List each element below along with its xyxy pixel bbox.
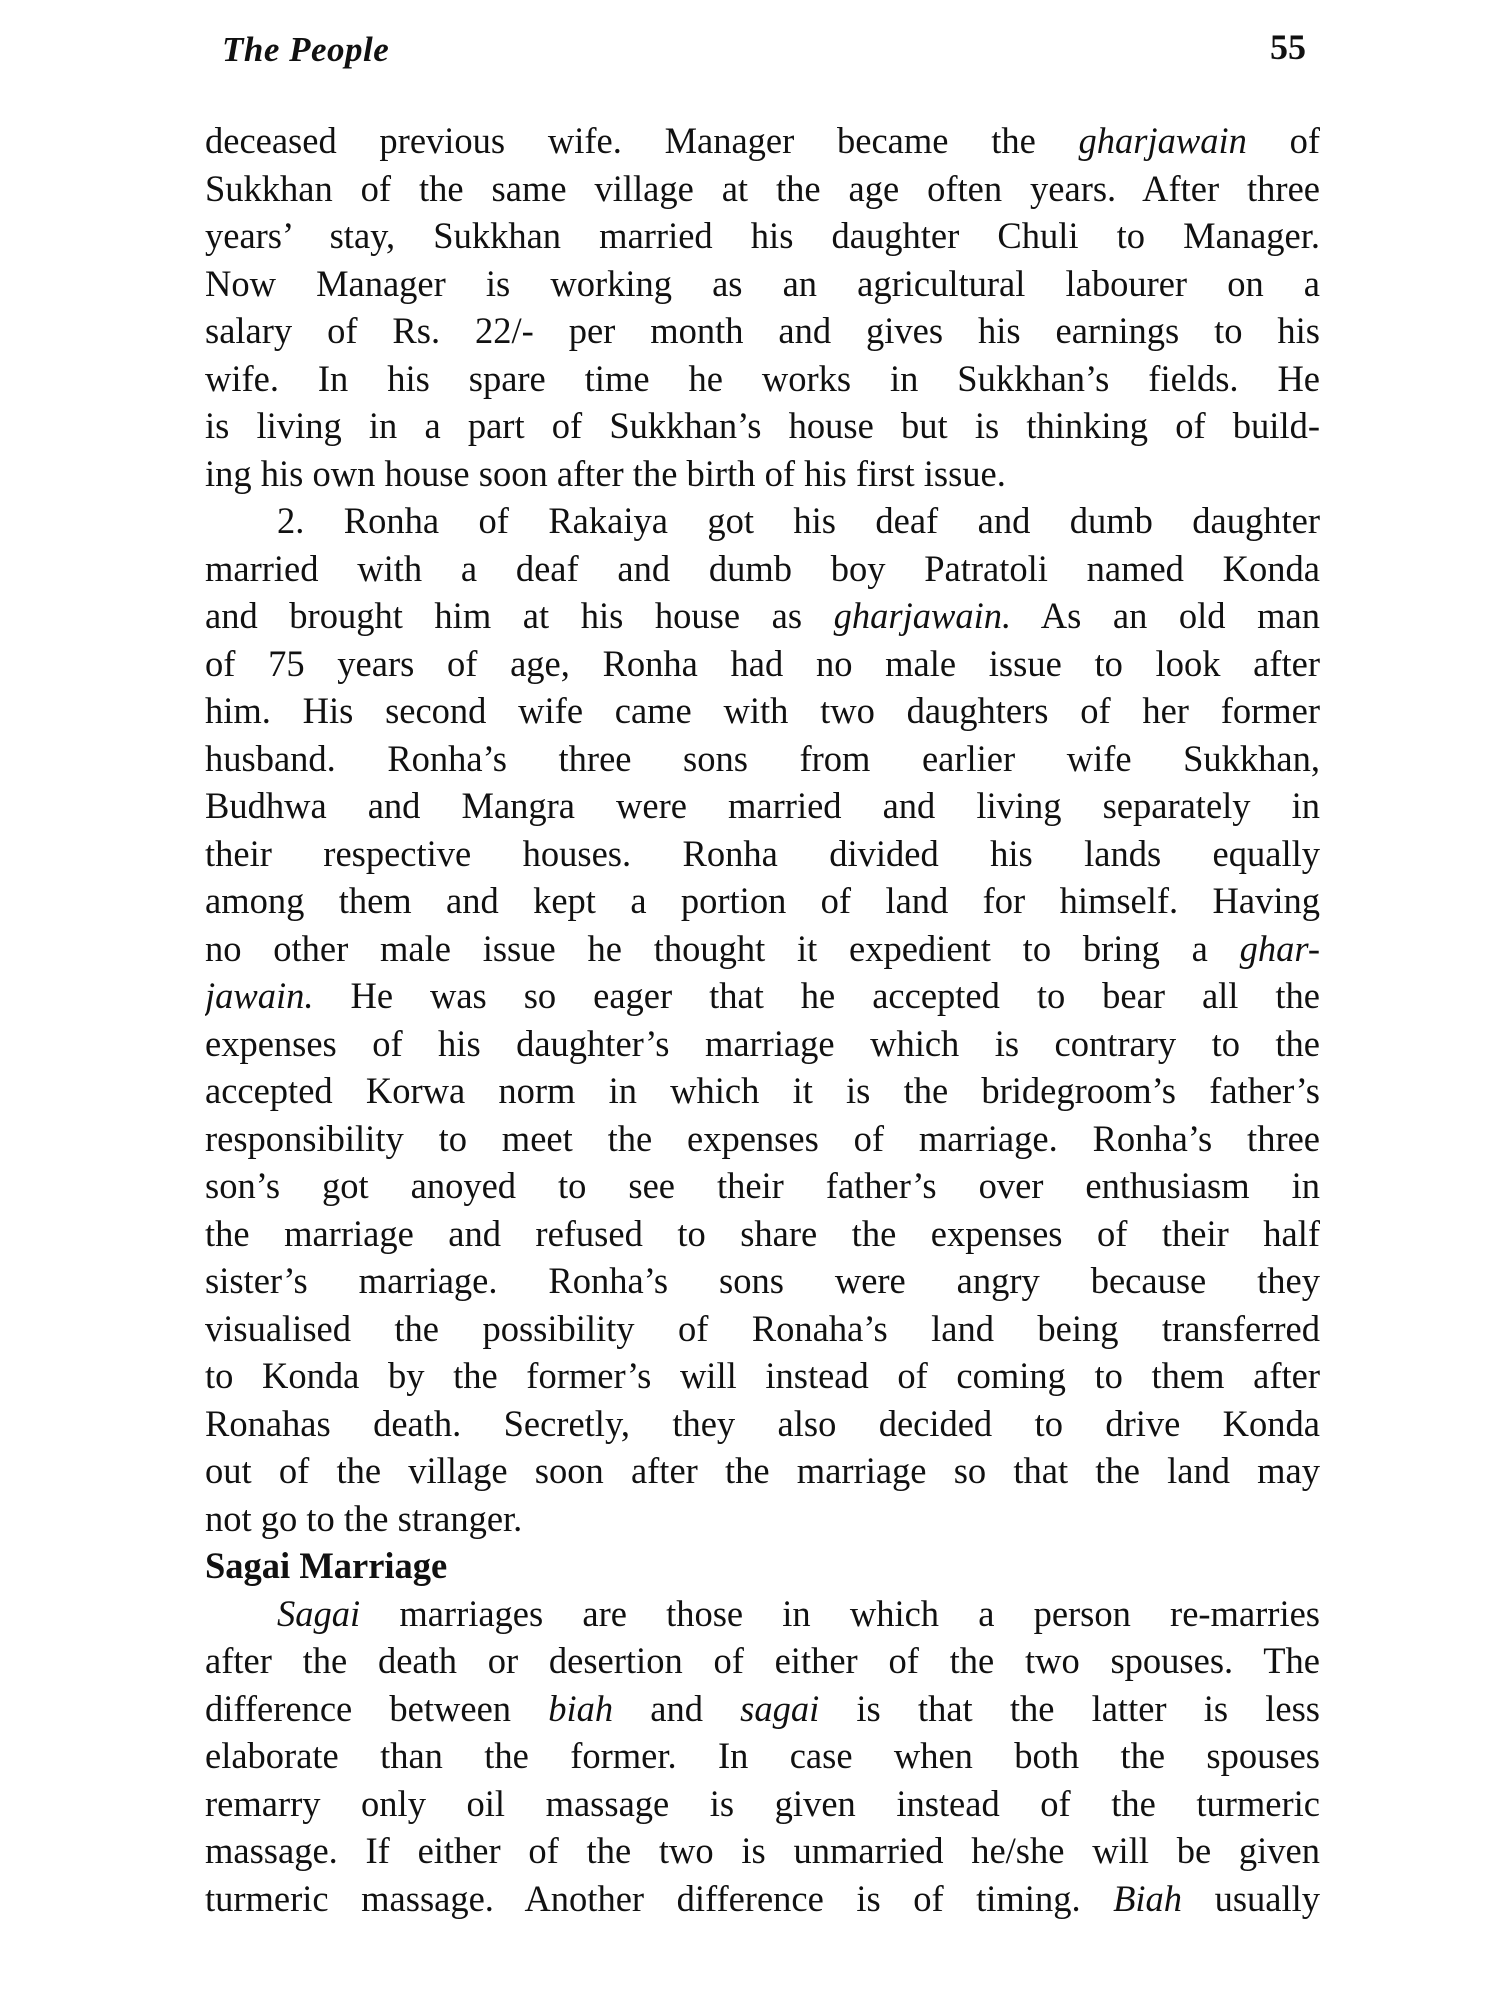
- text-line: son’s got anoyed to see their father’s over enthusiasm in: [205, 1165, 1320, 1206]
- italic-term: Sagai: [277, 1592, 361, 1634]
- paragraph: [205, 117, 1320, 497]
- text-line: visualised the possibility of Ronaha’s land being transferred: [205, 1307, 1320, 1349]
- text-line: jawain. He was so eager that he accepted to bear all the: [205, 975, 1320, 1016]
- text-line: to Konda by the former’s will instead of coming to them after: [205, 1355, 1320, 1396]
- text-line: Budhwa and Mangra were married and living separately in: [205, 785, 1320, 826]
- text-line: of 75 years of age, Ronha had no male issue to look after: [205, 642, 1320, 684]
- text-line: their respective houses. Ronha divided his lands equally: [205, 832, 1320, 874]
- text-line: expenses of his daughter’s marriage which is contrary to the: [205, 1022, 1320, 1064]
- italic-term: biah: [548, 1687, 614, 1729]
- paragraph: [205, 1590, 1320, 1923]
- text-line: elaborate than the former. In case when both the spouses: [205, 1735, 1320, 1776]
- italic-term: Biah: [1113, 1877, 1183, 1919]
- text-line: among them and kept a portion of land for himself. Having: [205, 880, 1320, 921]
- text-line: the marriage and refused to share the expenses of their half: [205, 1212, 1320, 1254]
- text-line: ing his own house soon after the birth of his first issue.: [205, 452, 1006, 494]
- italic-term: gharjawain.: [833, 595, 1012, 636]
- text-line: massage. If either of the two is unmarried he/she will be given: [205, 1830, 1320, 1871]
- text-line: no other male issue he thought it expedient to bring a ghar-: [205, 927, 1320, 969]
- text-line: responsibility to meet the expenses of marriage. Ronha’s three: [205, 1117, 1320, 1159]
- text-line: salary of Rs. 22/- per month and gives his earnings to his: [205, 310, 1320, 351]
- text-line: Sukkhan of the same village at the age often years. After three: [205, 167, 1320, 209]
- text-line: sister’s marriage. Ronha’s sons were angry because they: [205, 1260, 1320, 1301]
- body-text: [205, 117, 1320, 1922]
- text-line: wife. In his spare time he works in Sukkhan’s fields. He: [205, 357, 1320, 399]
- paragraph: [205, 497, 1320, 1542]
- text-line: Now Manager is working as an agricultural labourer on a: [205, 262, 1320, 304]
- text-line: deceased previous wife. Manager became the gharjawain of: [205, 120, 1320, 161]
- text-line: difference between biah and sagai is that the latter is less: [205, 1687, 1320, 1729]
- italic-term: sagai: [740, 1687, 820, 1729]
- running-head: The People: [222, 30, 390, 69]
- text-line: him. His second wife came with two daughters of her former: [205, 690, 1320, 731]
- section-heading: Sagai Marriage: [205, 1545, 448, 1586]
- italic-term: gharjawain: [1078, 120, 1247, 161]
- text-line: after the death or desertion of either of the two spouses. The: [205, 1640, 1320, 1681]
- page-number: 55: [1270, 27, 1306, 67]
- text-line: and brought him at his house as gharjawain. As an old man: [205, 595, 1320, 636]
- text-line: is living in a part of Sukkhan’s house but is thinking of build-: [205, 405, 1320, 446]
- text-line: married with a deaf and dumb boy Patratoli named Konda: [205, 547, 1320, 589]
- text-line: husband. Ronha’s three sons from earlier wife Sukkhan,: [205, 737, 1320, 779]
- text-line: 2. Ronha of Rakaiya got his deaf and dumb daughter: [277, 500, 1320, 541]
- text-line: out of the village soon after the marriage so that the land may: [205, 1450, 1320, 1491]
- text-line: Ronahas death. Secretly, they also decided to drive Konda: [205, 1402, 1320, 1444]
- italic-term: ghar-: [1239, 927, 1320, 969]
- text-line: turmeric massage. Another difference is of timing. Biah usually: [205, 1877, 1320, 1919]
- text-line: years’ stay, Sukkhan married his daughter Chuli to Manager.: [205, 215, 1320, 256]
- text-line: not go to the stranger.: [205, 1497, 523, 1539]
- text-line: remarry only oil massage is given instead of the turmeric: [205, 1782, 1320, 1824]
- text-line: accepted Korwa norm in which it is the bridegroom’s father’s: [205, 1070, 1320, 1111]
- text-line: Sagai marriages are those in which a person re-marries: [277, 1592, 1320, 1634]
- italic-term: jawain.: [205, 975, 314, 1016]
